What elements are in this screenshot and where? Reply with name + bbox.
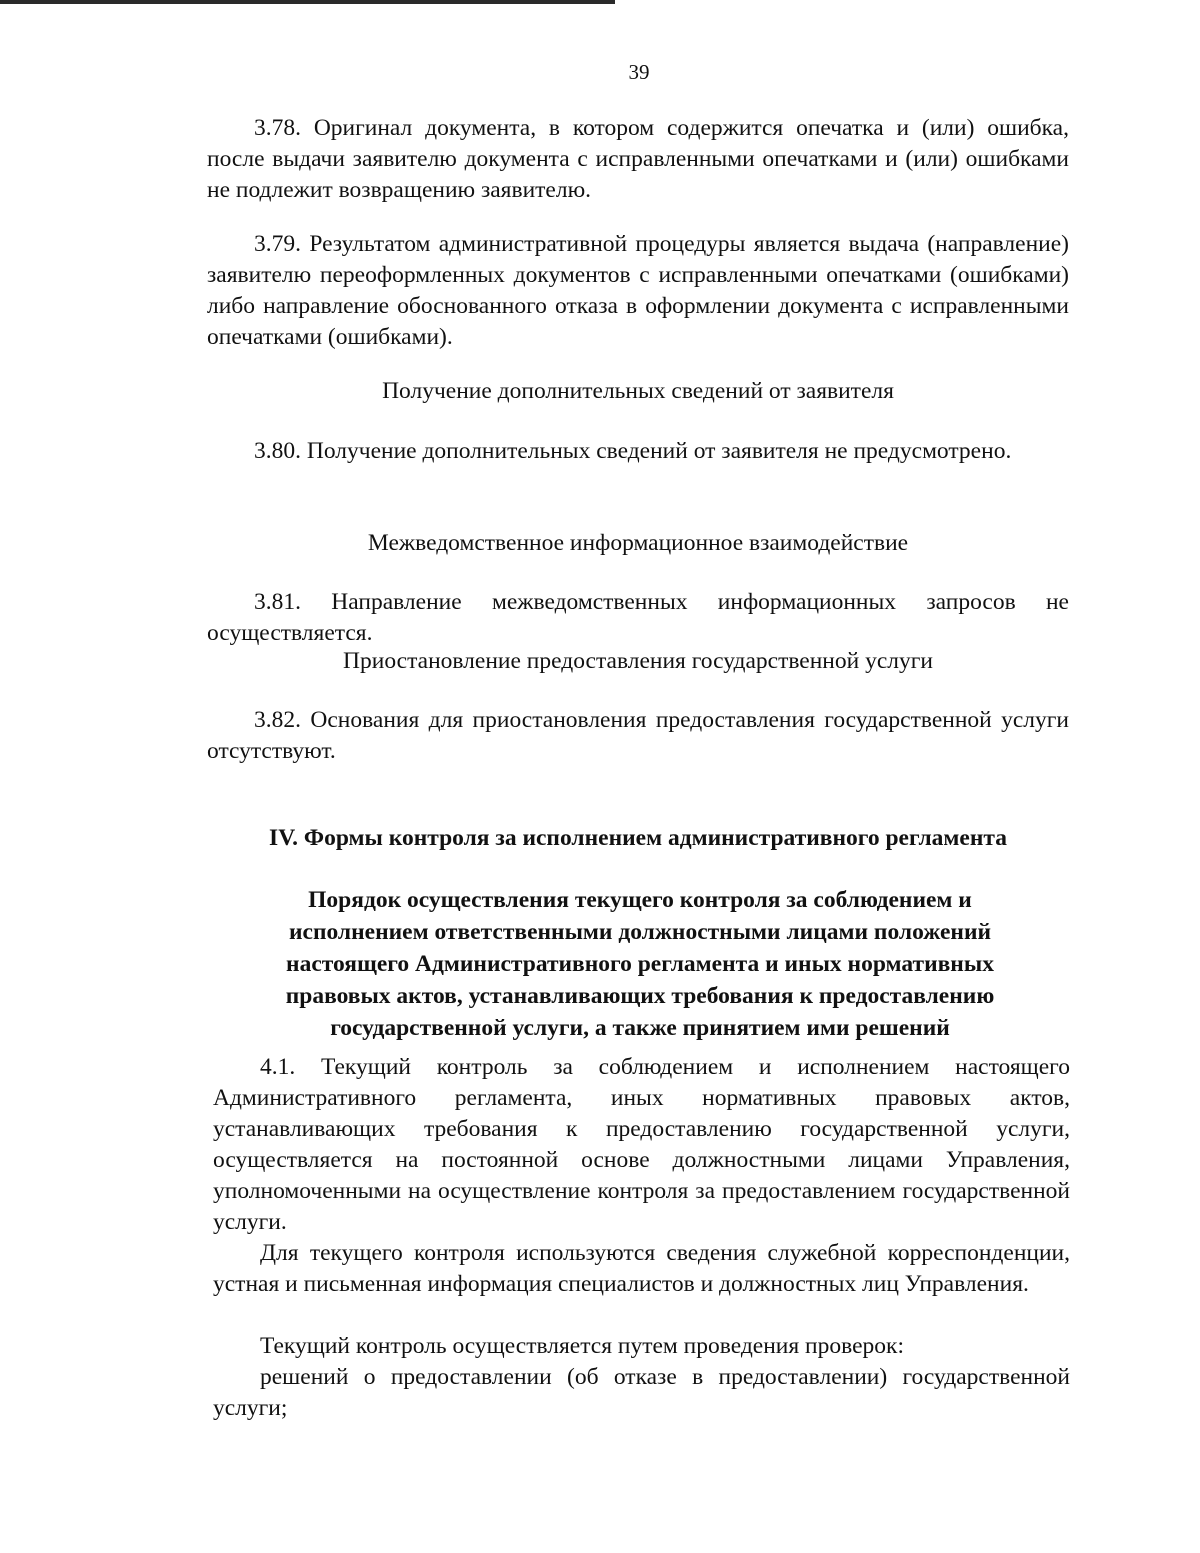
paragraph-3-82: 3.82. Основания для приостановления предоставления государственной услуги отсутствуют. <box>207 707 1069 764</box>
section-iv-title: IV. Формы контроля за исполнением административного регламента <box>269 825 1007 851</box>
scan-border-line <box>0 0 615 4</box>
paragraph-3-81: 3.81. Направление межведомственных информационных запросов не осуществляется. <box>207 589 1069 646</box>
heading-additional-info: Получение дополнительных сведений от заявителя <box>382 378 894 404</box>
paragraph-3-78: 3.78. Оригинал документа, в котором содержится опечатка и (или) ошибка, после выдачи заявителю документа с исправленными опечатками и (или) ошибками не подлежит возвращению заявителю. <box>207 115 1069 203</box>
paragraph-3-79: 3.79. Результатом административной процедуры является выдача (направление) заявителю переоформленных документов с исправленными опечатками (ошибками) либо направление обоснованного отказа в оформлении документа с исправленными опечатками (ошибками). <box>207 231 1069 350</box>
paragraph-control-sources: Для текущего контроля используются сведения служебной корреспонденции, устная и письменная информация специалистов и должностных лиц Управления. <box>213 1240 1070 1297</box>
page-number: 39 <box>628 60 650 84</box>
paragraph-3-80: 3.80. Получение дополнительных сведений от заявителя не предусмотрено. <box>254 438 1012 464</box>
paragraph-checks: Текущий контроль осуществляется путем проведения проверок: <box>260 1333 904 1359</box>
heading-interagency: Межведомственное информационное взаимодействие <box>367 530 909 556</box>
heading-suspension: Приостановление предоставления государственной услуги <box>343 648 933 674</box>
paragraph-decisions: решений о предоставлении (об отказе в предоставлении) государственной услуги; <box>213 1364 1070 1421</box>
paragraph-4-1: 4.1. Текущий контроль за соблюдением и исполнением настоящего Административного регламента, иных нормативных правовых актов, устанавливающих требования к предоставлению государственной услуги, осуществляется на постоянной основе должностными лицами Управления, уполномоченными на осуществление контроля за предоставлением государственной услуги. <box>213 1054 1070 1235</box>
subsection-title: Порядок осуществления текущего контроля за соблюдением и исполнением ответственными должностными лицами положений настоящего Административного регламента и иных нормативных правовых актов, устанавливающих требования к предоставлению государственной услуги, а также принятием ими решений <box>285 887 995 1041</box>
